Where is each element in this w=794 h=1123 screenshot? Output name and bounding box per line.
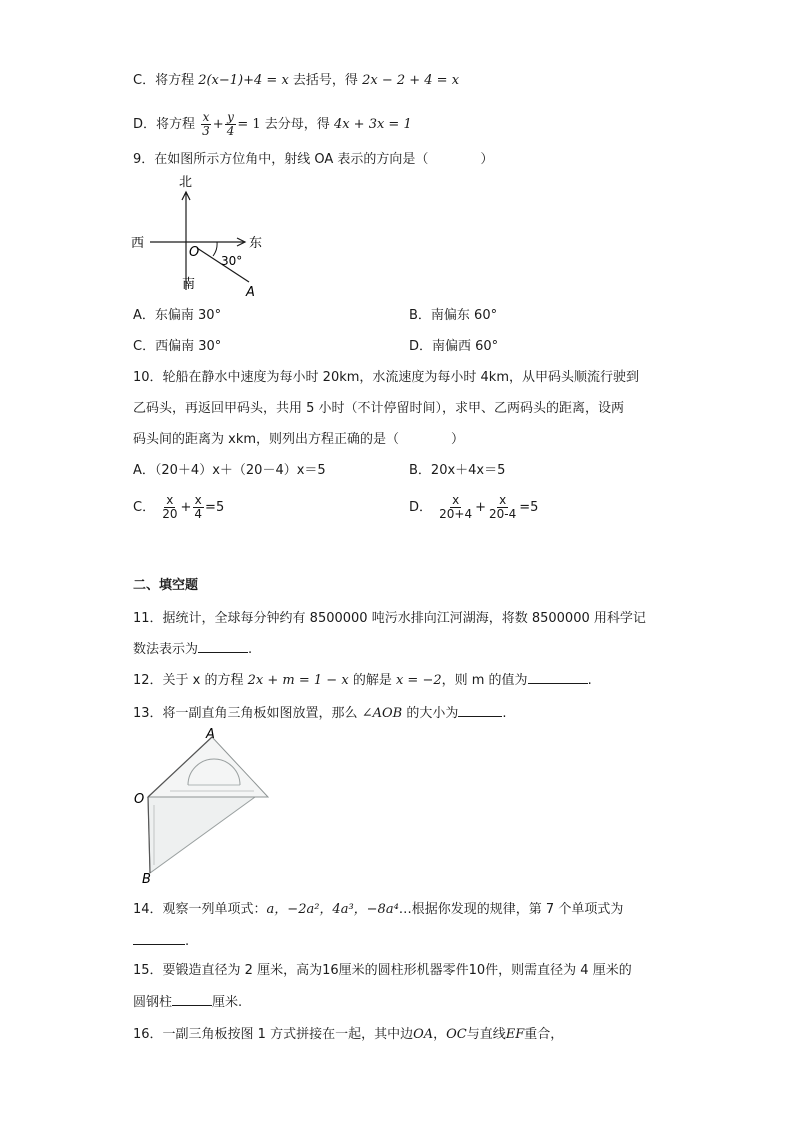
q16-sep: ， <box>433 1027 447 1042</box>
q14-answer-blank[interactable] <box>133 930 185 945</box>
q8-d-fraction-1: $\frac{x}{3}$ <box>202 110 210 138</box>
q8-d-fraction-2: $\frac{y}{4}$ <box>226 110 235 138</box>
q15-line-2 <box>133 991 242 1013</box>
q11-line-2-text: 数法表示为 <box>133 642 199 657</box>
q12-post: ，则 m 的值为 <box>441 673 528 688</box>
q16-pre: 16．一副三角板按图 1 方式拼接在一起，其中边 <box>133 1027 414 1042</box>
q12-tail: . <box>587 673 592 688</box>
q10-c-label: C． <box>133 500 156 515</box>
q13-pre: 13．将一副直角三角板如图放置，那么 <box>133 706 358 721</box>
q13-angle: ∠AOB <box>361 706 403 721</box>
q15-line-2-pre: 圆钢柱 <box>133 995 173 1010</box>
q10-d-plus: + <box>475 500 487 515</box>
q15-answer-blank[interactable] <box>172 991 212 1006</box>
q13-line <box>133 702 506 724</box>
q14-pre: 14．观察一列单项式： <box>133 902 267 917</box>
q13-triangle-lower <box>148 797 255 873</box>
q10-d-fraction-2: $\frac{x}{20-4}$ <box>489 493 517 521</box>
q9-option-d: D．南偏西 60° <box>409 339 499 354</box>
q8-d-plus: + <box>212 117 224 132</box>
q13-label-b: B <box>142 872 151 885</box>
q9-option-b: B．南偏东 60° <box>409 308 498 323</box>
q14-tail: . <box>185 934 190 949</box>
q16-post: 重合， <box>524 1027 564 1042</box>
q11-line-2 <box>133 638 252 660</box>
q8-d-result: 4x + 3x = 1 <box>333 117 412 132</box>
q8-option-c <box>133 71 459 91</box>
q13-triangle-figure <box>130 725 275 885</box>
q13-label-a: A <box>206 727 215 742</box>
q13-answer-blank[interactable] <box>458 702 502 717</box>
q10-c-tail: =5 <box>205 500 225 515</box>
q10-d-tail: =5 <box>519 500 539 515</box>
q9-stem: 9．在如图所示方位角中，射线 OA 表示的方向是（ ） <box>133 152 494 167</box>
q8-c-mid-text: 去括号，得 <box>292 73 358 88</box>
q9-compass-figure <box>125 170 285 300</box>
q11-line-1: 11．据统计，全球每分钟约有 8500000 吨污水排向江河湖海，将数 8500000 用科学记 <box>133 611 646 626</box>
q10-d-fraction-1: $\frac{x}{20+4}$ <box>439 493 473 521</box>
q10-c-fraction-2: $\frac{x}{4}$ <box>194 493 203 521</box>
q8-d-eq-tail: = 1 <box>237 117 261 132</box>
q9-label-south: 南 <box>182 277 196 292</box>
q12-mid: 的解是 <box>352 673 392 688</box>
q11-tail: . <box>248 642 253 657</box>
q10-option-c <box>133 494 224 522</box>
q14-terms: a，−2a²，4a³，−8a⁴ <box>266 902 399 917</box>
q12-answer-blank[interactable] <box>528 669 588 684</box>
q16-oc: OC <box>446 1027 467 1042</box>
q8-d-mid-text: 去分母，得 <box>264 117 330 132</box>
q8-d-label: D．将方程 <box>133 117 196 132</box>
section-title-fill-in: 二、填空题 <box>133 578 199 593</box>
q8-c-equation: 2(x−1)+4 = x <box>198 73 289 88</box>
q10-c-plus: + <box>180 500 192 515</box>
q11-answer-blank[interactable] <box>198 638 248 653</box>
q9-label-angle: 30° <box>221 254 243 268</box>
q15-line-2-post: 厘米. <box>212 995 243 1010</box>
q15-line-1: 15．要锻造直径为 2 厘米，高为16厘米的圆柱形机器零件10件，则需直径为 4 厘米的 <box>133 963 632 978</box>
q16-mid: 与直线 <box>466 1027 506 1042</box>
q14-post: …根据你发现的规律，第 7 个单项式为 <box>398 902 624 917</box>
q8-c-label: C．将方程 <box>133 73 195 88</box>
q12-pre: 12．关于 x 的方程 <box>133 673 244 688</box>
q13-triangle-upper <box>148 737 268 797</box>
q9-label-o: O <box>189 245 200 260</box>
q13-tail: . <box>502 706 507 721</box>
q16-ef: EF <box>505 1027 525 1042</box>
q10-c-fraction-1: $\frac{x}{20}$ <box>162 493 178 521</box>
q8-c-result: 2x − 2 + 4 = x <box>362 73 460 88</box>
q10-line-3: 码头间的距离为 xkm，则列出方程正确的是（ ） <box>133 432 465 447</box>
q9-angle-arc <box>213 242 217 256</box>
q9-label-a: A <box>246 285 255 300</box>
q9-label-east: 东 <box>249 236 263 251</box>
q13-label-o: O <box>134 792 145 807</box>
q16-line <box>133 1025 563 1045</box>
q10-d-label: D． <box>409 500 433 515</box>
q10-line-2: 乙码头，再返回甲码头，共用 5 小时（不计停留时间），求甲、乙两码头的距离，设两 <box>133 401 625 416</box>
q9-option-a: A．东偏南 30° <box>133 308 222 323</box>
q9-option-c: C．西偏南 30° <box>133 339 222 354</box>
q12-equation: 2x + m = 1 − x <box>247 673 349 688</box>
q8-option-d <box>133 111 412 139</box>
q12-solution: x = −2 <box>395 673 442 688</box>
q14-line-1 <box>133 900 623 920</box>
q13-post: 的大小为 <box>406 706 459 721</box>
q10-option-b: B．20x＋4x＝5 <box>409 463 506 478</box>
q10-option-a: A．（20＋4）x＋（20－4）x＝5 <box>133 463 326 478</box>
q9-label-north: 北 <box>179 175 193 190</box>
q12-line <box>133 669 592 691</box>
q10-option-d <box>409 494 538 522</box>
q14-line-2 <box>133 930 189 952</box>
q9-label-west: 西 <box>131 236 145 251</box>
q16-oa: OA <box>413 1027 434 1042</box>
q10-line-1: 10．轮船在静水中速度为每小时 20km，水流速度为每小时 4km，从甲码头顺流行驶到 <box>133 370 640 385</box>
